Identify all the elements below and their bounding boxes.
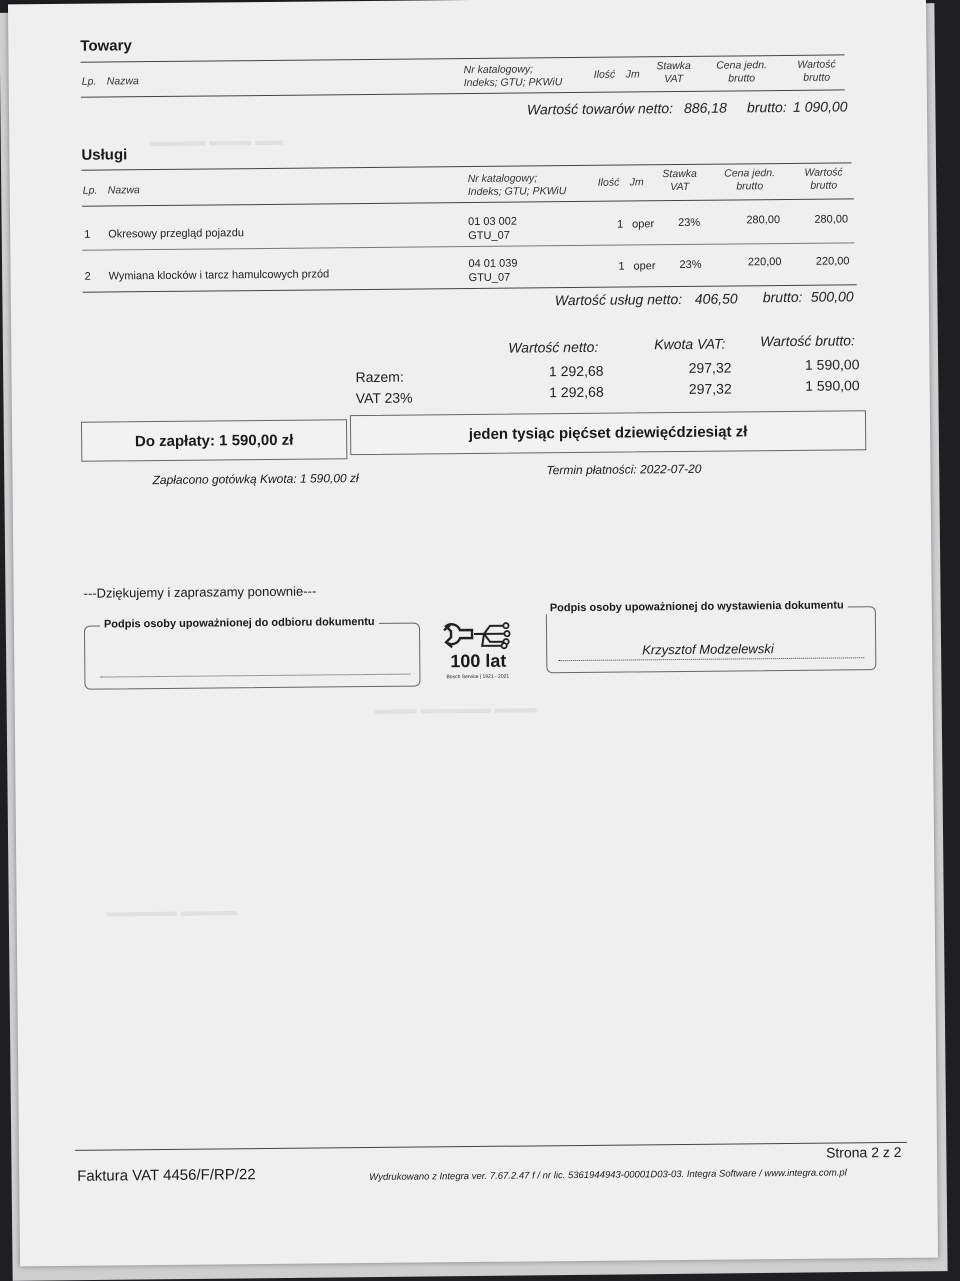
summary-row-1-label: Razem: xyxy=(355,368,404,386)
summary-row-1-net: 1 292,68 xyxy=(548,362,604,380)
service-row-1-lp: 1 xyxy=(84,228,91,241)
goods-gross-value: 1 090,00 xyxy=(792,98,848,115)
paid-cash: Zapłacono gotówką Kwota: 1 590,00 zł xyxy=(152,471,359,488)
goods-header-lp: Lp. xyxy=(81,75,97,88)
goods-net-value: 886,18 xyxy=(683,99,727,116)
goods-header-unit: Jm xyxy=(625,68,640,81)
goods-gross-label: brutto: xyxy=(746,98,787,116)
service-row-1-unit-price: 280,00 xyxy=(746,214,781,227)
service-row-1-name: Okresowy przegląd pojazdu xyxy=(108,227,244,241)
receiver-signature-box xyxy=(84,623,421,690)
service-row-2-qty: 1 xyxy=(618,260,625,273)
service-row-1-vat: 23% xyxy=(678,216,701,230)
services-gross-label: brutto: xyxy=(762,288,803,306)
summary-row-1-vat: 297,32 xyxy=(688,359,732,376)
service-row-2-name: Wymiana klocków i tarcz hamulcowych przód xyxy=(108,268,330,283)
services-header-price-2: brutto xyxy=(736,180,764,193)
bleed-through: ▬▬▬▬▬ ▬▬▬▬ xyxy=(106,902,237,920)
service-row-1-value: 280,00 xyxy=(814,213,849,226)
footer-page-number: Strona 2 z 2 xyxy=(825,1143,902,1161)
service-row-2-catalog-2: GTU_07 xyxy=(468,271,511,285)
goods-header-value-1: Wartość xyxy=(797,58,836,71)
goods-header-name: Nazwa xyxy=(106,75,139,88)
goods-title: Towary xyxy=(80,37,132,55)
logo-text: 100 lat xyxy=(450,650,507,672)
service-row-2-value: 220,00 xyxy=(815,255,850,268)
goods-header-price-2: brutto xyxy=(728,72,756,85)
summary-row-1-gross: 1 590,00 xyxy=(804,356,860,373)
divider xyxy=(82,242,854,250)
services-header-catalog-2: Indeks; GTU; PKWiU xyxy=(467,185,567,199)
invoice-page xyxy=(8,0,938,1266)
services-header-qty: Ilość xyxy=(597,176,620,189)
footer-printed-by: Wydrukowano z Integra ver. 7.67.2.47 f / nr lic. 5361944943-00001D03-03. Integra Software / www.integra.com.pl xyxy=(369,1167,847,1184)
thank-you-note: ---Dziękujemy i zapraszamy ponownie--- xyxy=(83,583,317,601)
goods-header-vat-1: Stawka xyxy=(656,59,691,73)
bleed-through: ▬▬▬▬ ▬▬▬ ▬▬ xyxy=(149,131,284,150)
service-row-1-qty: 1 xyxy=(617,218,624,231)
goods-header-value-2: brutto xyxy=(803,71,831,84)
services-header-unit: Jm xyxy=(629,176,644,189)
services-net-value: 406,50 xyxy=(694,290,738,307)
summary-row-2-gross: 1 590,00 xyxy=(805,377,860,394)
summary-row-2-label: VAT 23% xyxy=(355,389,413,407)
issuer-signature-box xyxy=(546,606,877,673)
logo-subtext: Bosch Service | 1921 - 2021 xyxy=(446,673,510,681)
goods-header-catalog-1: Nr katalogowy; xyxy=(463,63,534,77)
summary-header-net: Wartość netto: xyxy=(508,338,599,356)
services-title: Usługi xyxy=(81,146,128,164)
goods-net-label: Wartość towarów netto: xyxy=(526,100,674,118)
divider xyxy=(82,198,854,206)
service-row-1-catalog-2: GTU_07 xyxy=(468,229,510,243)
receiver-signature-label: Podpis osoby upoważnionej do odbioru dokumentu xyxy=(100,616,379,631)
service-row-2-unit: oper xyxy=(633,260,656,273)
amount-due: Do zapłaty: 1 590,00 zł xyxy=(134,431,294,450)
service-row-1-catalog-1: 01 03 002 xyxy=(468,215,518,229)
divider xyxy=(83,284,857,292)
issuer-name: Krzysztof Modzelewski xyxy=(642,641,774,658)
service-row-2-catalog-1: 04 01 039 xyxy=(468,257,518,271)
goods-header-qty: Ilość xyxy=(593,68,616,81)
services-header-vat-2: VAT xyxy=(670,180,690,194)
services-header-value-1: Wartość xyxy=(804,166,843,179)
summary-header-vat: Kwota VAT: xyxy=(654,335,726,353)
summary-header-gross: Wartość brutto: xyxy=(760,332,855,350)
footer-divider xyxy=(75,1142,907,1151)
services-net-label: Wartość usług netto: xyxy=(554,290,683,309)
amount-in-words: jeden tysiąc pięćset dziewięćdziesiąt zł xyxy=(468,422,748,443)
divider xyxy=(81,89,845,97)
issuer-signature-label: Podpis osoby upoważnionej do wystawienia dokumentu xyxy=(546,599,848,614)
bleed-through: ▬▬▬ ▬▬▬▬▬ ▬▬▬ xyxy=(374,699,537,717)
bosch-100-lat-logo xyxy=(440,615,527,686)
services-header-price-1: Cena jedn. xyxy=(724,167,776,180)
service-row-1-unit: oper xyxy=(632,218,655,231)
summary-row-2-vat: 297,32 xyxy=(688,380,732,397)
service-row-2-lp: 2 xyxy=(84,270,91,283)
amount-due-box xyxy=(81,419,347,462)
payment-due-date: Termin płatności: 2022-07-20 xyxy=(546,461,702,478)
goods-header-vat-2: VAT xyxy=(664,72,684,86)
services-header-name: Nazwa xyxy=(107,184,140,197)
service-row-2-unit-price: 220,00 xyxy=(747,256,782,269)
services-gross-value: 500,00 xyxy=(810,288,854,305)
services-header-lp: Lp. xyxy=(82,184,98,197)
amount-in-words-box xyxy=(350,410,866,455)
services-header-vat-1: Stawka xyxy=(662,167,697,181)
service-row-2-vat: 23% xyxy=(679,258,702,272)
services-header-catalog-1: Nr katalogowy; xyxy=(467,172,538,186)
footer-document-number: Faktura VAT 4456/F/RP/22 xyxy=(77,1166,256,1185)
summary-row-2-net: 1 292,68 xyxy=(549,383,604,401)
services-header-value-2: brutto xyxy=(810,179,838,192)
goods-header-catalog-2: Indeks; GTU; PKWiU xyxy=(463,76,563,90)
goods-header-price-1: Cena jedn. xyxy=(716,59,768,72)
